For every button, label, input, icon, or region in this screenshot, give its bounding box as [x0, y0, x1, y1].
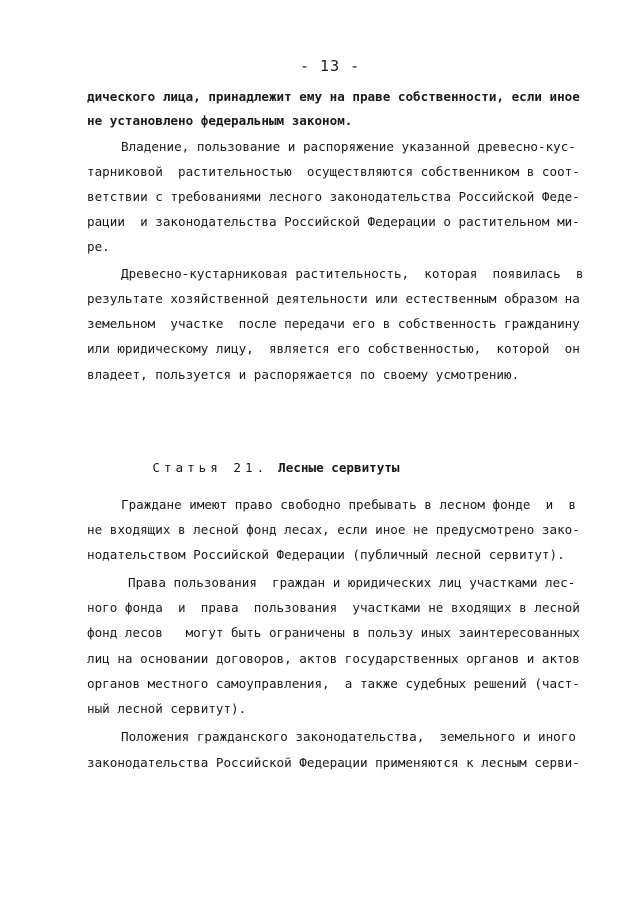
- paragraph-line: Граждане имеют право свободно пребывать в лесном фонде и в: [121, 497, 576, 512]
- paragraph-line: нодательством Российской Федерации (публичный лесной сервитут).: [87, 547, 565, 562]
- paragraph-line: лиц на основании договоров, актов государственных органов и актов: [87, 651, 580, 666]
- paragraph-line: результате хозяйственной деятельности или естественным образом на: [87, 291, 580, 306]
- article-heading: [122, 445, 400, 490]
- paragraph-line: не установлено федеральным законом.: [87, 113, 353, 128]
- article-label: Статья 21.: [152, 460, 269, 475]
- paragraph-line: владеет, пользуется и распоряжается по своему усмотрению.: [87, 367, 520, 382]
- paragraph-line: законодательства Российской Федерации применяются к лесным серви-: [87, 755, 580, 770]
- paragraph-line: земельном участке после передачи его в собственность гражданину: [87, 316, 580, 331]
- paragraph-line: Положения гражданского законодательства, земельного и иного: [121, 729, 576, 744]
- paragraph-line: Права пользования граждан и юридических лиц участками лес-: [128, 575, 576, 590]
- paragraph-line: ветствии с требованиями лесного законодательства Российской Феде-: [87, 189, 580, 204]
- paragraph-line: Владение, пользование и распоряжение указанной древесно-кус-: [121, 139, 576, 154]
- paragraph-line: дического лица, принадлежит ему на праве собственности, если иное: [87, 89, 580, 104]
- paragraph-line: или юридическому лицу, является его собственностью, которой он: [87, 341, 580, 356]
- article-title: Лесные сервитуты: [278, 460, 400, 475]
- paragraph-line: не входящих в лесной фонд лесах, если иное не предусмотрено зако-: [87, 522, 580, 537]
- paragraph-line: ного фонда и права пользования участками не входящих в лесной: [87, 600, 580, 615]
- paragraph-line: Древесно-кустарниковая растительность, которая появилась в: [121, 266, 584, 281]
- page-number: - 13 -: [300, 57, 361, 75]
- paragraph-line: рации и законодательства Российской Федерации о растительном ми-: [87, 214, 580, 229]
- paragraph-line: ре.: [87, 239, 110, 254]
- paragraph-line: ный лесной сервитут).: [87, 701, 247, 716]
- paragraph-line: органов местного самоуправления, а также судебных решений (част-: [87, 676, 580, 691]
- paragraph-line: тарниковой растительностью осуществляются собственником в соот-: [87, 164, 580, 179]
- paragraph-line: фонд лесов могут быть ограничены в пользу иных заинтересованных: [87, 625, 580, 640]
